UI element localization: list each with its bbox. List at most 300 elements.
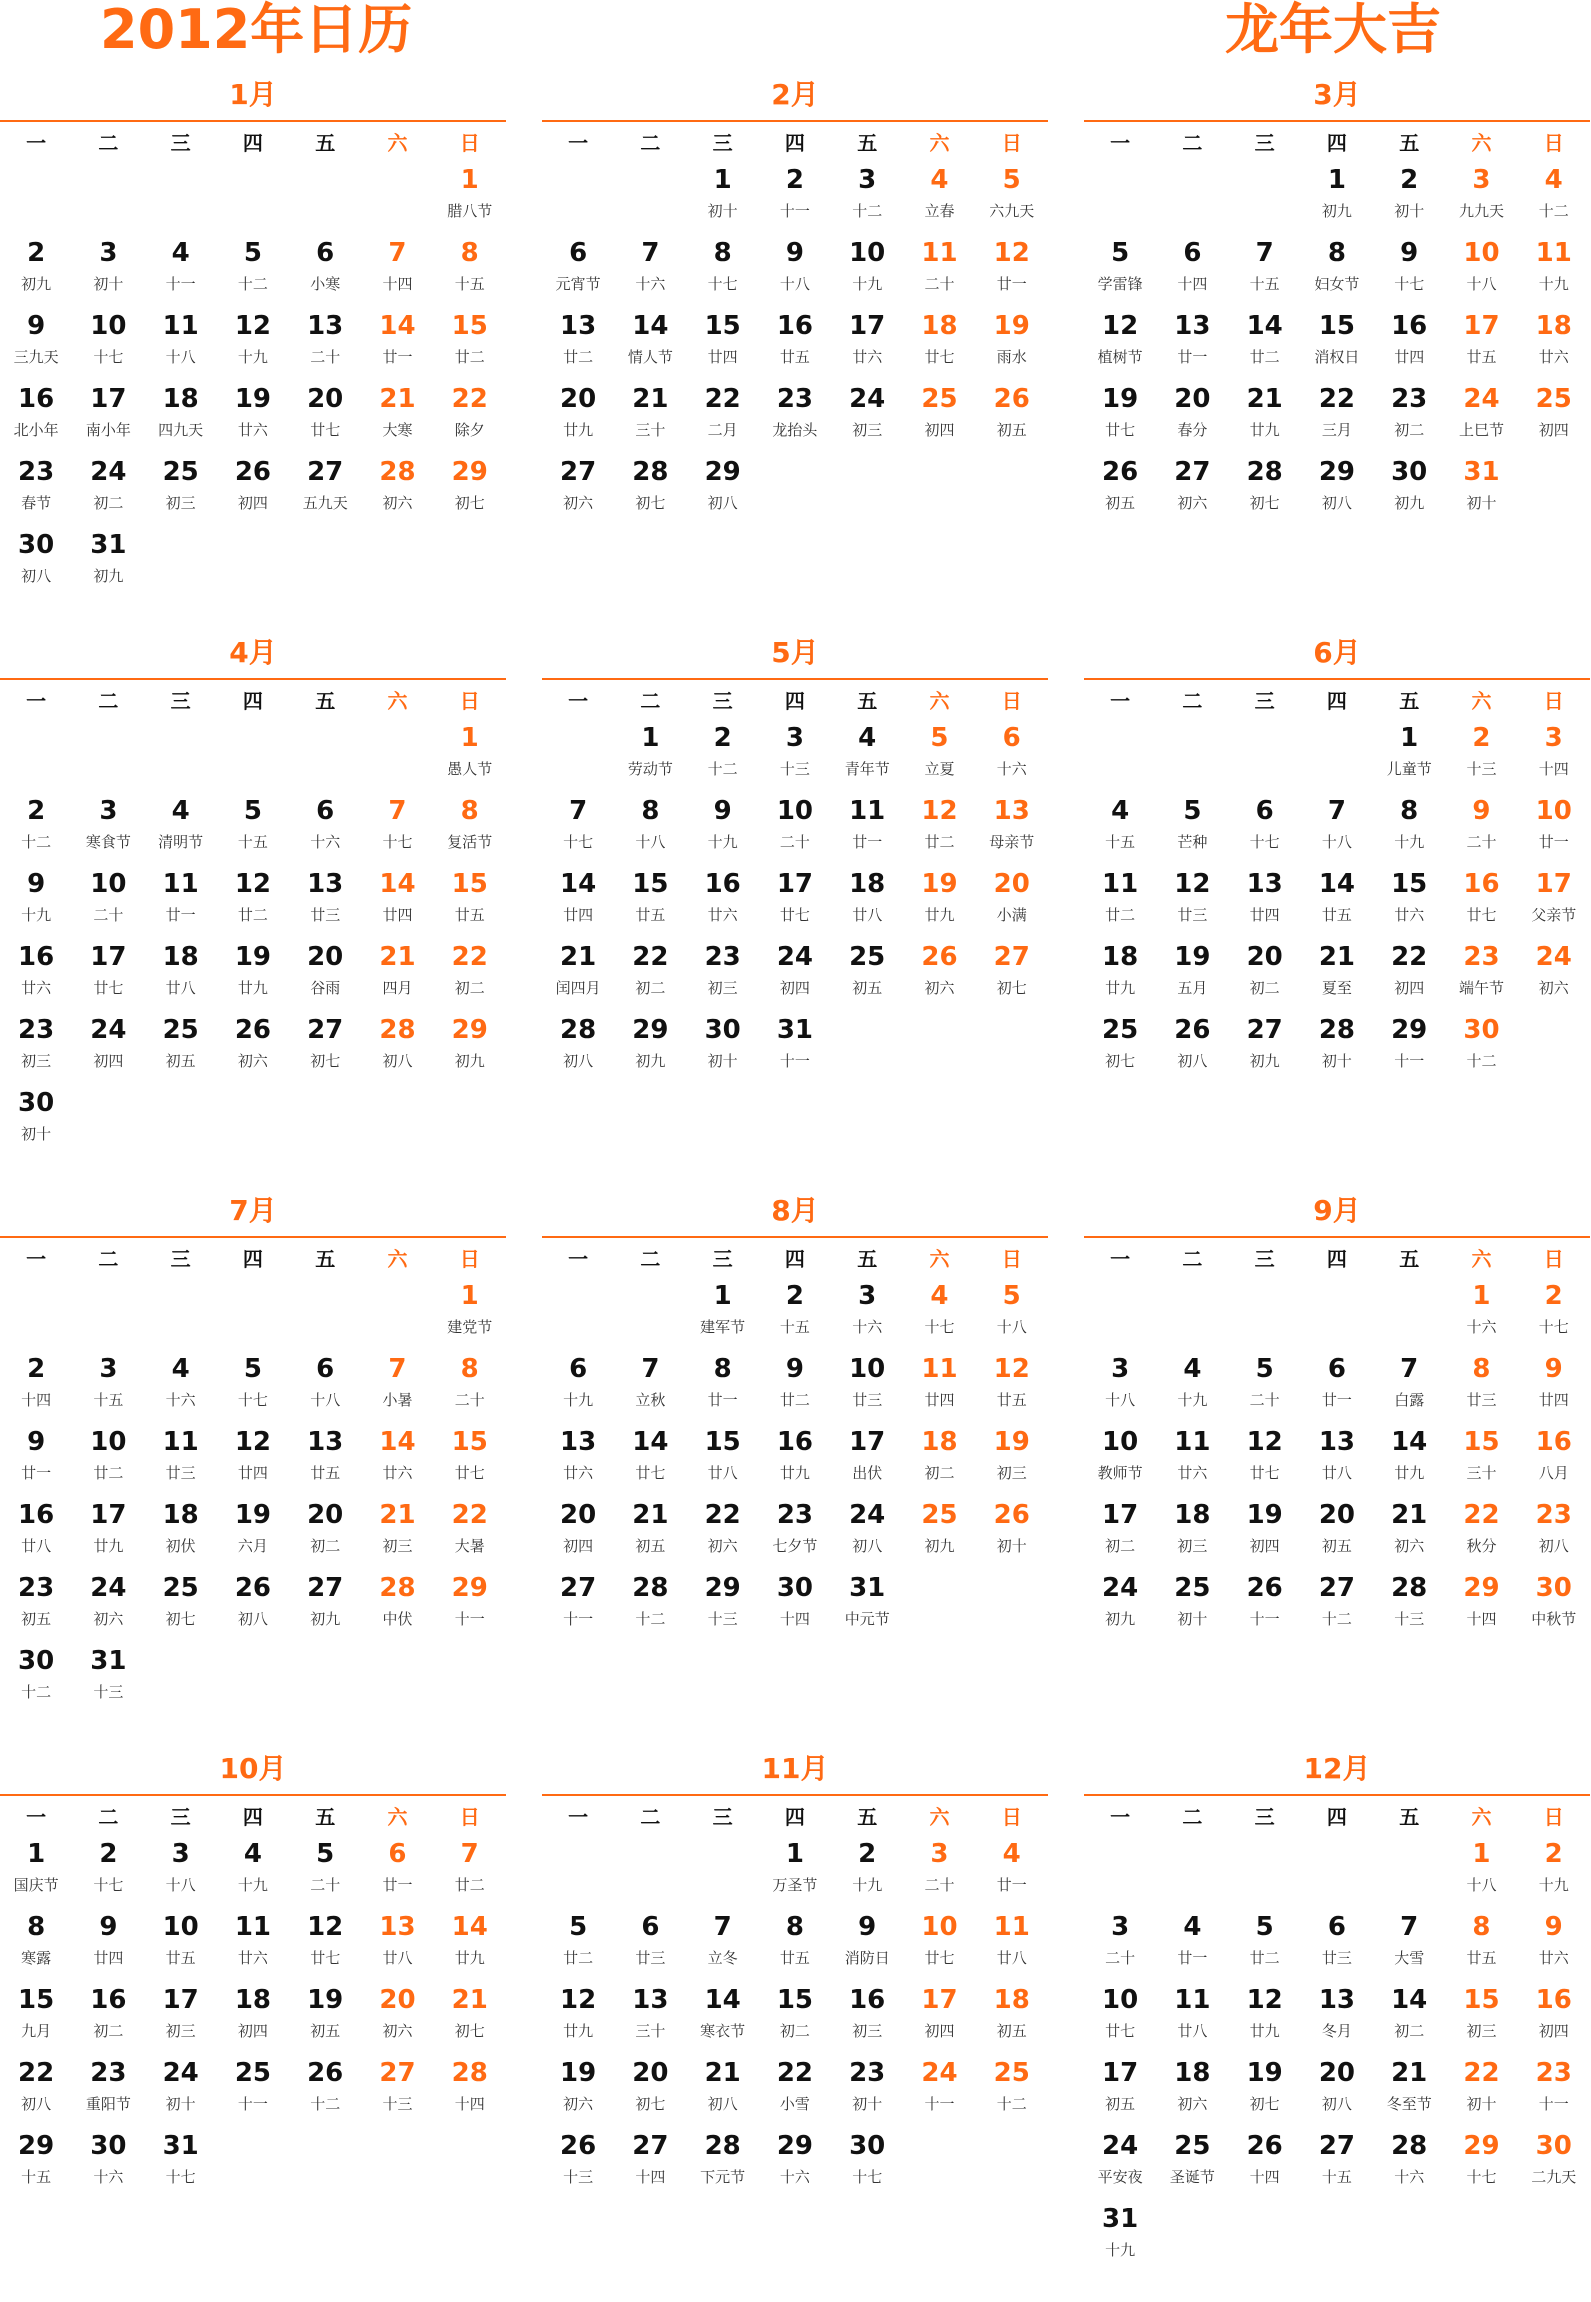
day-cell — [1373, 160, 1445, 233]
lunar-date: 十三 — [563, 2168, 594, 2186]
day-number: 15 — [1463, 1427, 1500, 1457]
day-cell — [145, 2126, 217, 2199]
day-cell — [687, 864, 759, 937]
month-block — [542, 628, 1048, 1186]
day-cell — [1445, 1907, 1517, 1980]
months-grid — [0, 70, 1591, 2302]
lunar-date: 廿七 — [1105, 421, 1136, 439]
lunar-date: 十四 — [382, 275, 413, 293]
day-number: 21 — [379, 384, 416, 414]
lunar-date: 十八 — [310, 1391, 341, 1409]
day-cell — [361, 452, 433, 525]
month-name: 5月 — [542, 628, 1048, 680]
day-number: 18 — [162, 1500, 199, 1530]
day-cell — [976, 1422, 1048, 1495]
day-number: 23 — [1535, 1500, 1572, 1530]
lunar-date: 十六 — [93, 2168, 124, 2186]
day-number: 12 — [921, 796, 958, 826]
day-number: 19 — [1174, 942, 1211, 972]
lunar-date: 二九天 — [1531, 2168, 1577, 2186]
weekday-label: 六 — [1471, 130, 1492, 155]
day-cell — [1445, 1980, 1517, 2053]
day-cell — [903, 864, 975, 937]
lunar-date: 十九 — [1394, 833, 1425, 851]
day-number: 16 — [18, 942, 55, 972]
lunar-date: 十三 — [1466, 760, 1497, 778]
lunar-date: 寒衣节 — [700, 2022, 746, 2040]
weekday-header — [542, 122, 1048, 160]
day-cell — [1518, 2126, 1590, 2199]
lunar-date: 十九 — [1105, 2241, 1136, 2259]
day-number: 14 — [451, 1912, 488, 1942]
day-cell — [1229, 452, 1301, 525]
lunar-date: 初十 — [852, 2095, 883, 2113]
lunar-date: 十四 — [1177, 275, 1208, 293]
day-number: 18 — [1535, 311, 1572, 341]
lunar-date: 廿六 — [1538, 348, 1569, 366]
day-number: 8 — [1327, 238, 1346, 268]
day-cell — [903, 306, 975, 379]
lunar-date: 初五 — [310, 2022, 341, 2040]
lunar-date: 十二 — [852, 202, 883, 220]
day-cell — [1084, 791, 1156, 864]
lunar-date: 初八 — [707, 2095, 738, 2113]
lunar-date: 十五 — [1249, 275, 1280, 293]
day-cell — [217, 1907, 289, 1980]
month-name: 12月 — [1084, 1744, 1590, 1796]
day-cell — [1156, 2053, 1228, 2126]
lunar-date: 十四 — [1466, 1610, 1497, 1628]
day-cell — [542, 1980, 614, 2053]
lunar-date: 初六 — [924, 979, 955, 997]
lunar-date: 北小年 — [13, 421, 59, 439]
weekday-label: 三 — [712, 130, 733, 155]
day-number: 18 — [849, 869, 886, 899]
day-number: 22 — [1463, 1500, 1500, 1530]
day-cell — [0, 306, 72, 379]
lunar-date: 初八 — [237, 1610, 268, 1628]
day-number: 4 — [1544, 165, 1563, 195]
lunar-date: 初十 — [1466, 2095, 1497, 2113]
day-cell — [72, 1980, 144, 2053]
day-cell — [0, 1834, 72, 1907]
weekday-label: 六 — [1471, 688, 1492, 713]
day-cell — [1229, 1422, 1301, 1495]
weekday-label: 一 — [1110, 1804, 1131, 1829]
lunar-date: 十六 — [165, 1391, 196, 1409]
day-number: 7 — [569, 796, 588, 826]
day-number: 8 — [713, 238, 732, 268]
day-number: 17 — [1535, 869, 1572, 899]
day-cell — [1301, 452, 1373, 525]
day-cell — [542, 1907, 614, 1980]
lunar-date: 十一 — [237, 2095, 268, 2113]
day-cell — [361, 1834, 433, 1907]
day-cell — [614, 1422, 686, 1495]
day-cell — [542, 233, 614, 306]
day-cell — [1156, 1495, 1228, 1568]
day-cell — [687, 160, 759, 233]
weekday-label: 六 — [929, 130, 950, 155]
day-number: 24 — [90, 1573, 127, 1603]
day-number: 29 — [451, 457, 488, 487]
day-cell — [831, 864, 903, 937]
day-cell — [1084, 452, 1156, 525]
weekday-label: 二 — [1182, 1804, 1203, 1829]
day-cell — [0, 1083, 72, 1156]
day-number: 12 — [993, 1354, 1030, 1384]
day-number: 6 — [1183, 238, 1202, 268]
day-number: 22 — [704, 384, 741, 414]
day-cell — [289, 937, 361, 1010]
day-cell — [976, 718, 1048, 791]
lunar-date: 十六 — [1466, 1318, 1497, 1336]
lunar-date: 十九 — [1538, 1876, 1569, 1894]
lunar-date: 十二 — [635, 1610, 666, 1628]
day-number: 23 — [704, 942, 741, 972]
day-cell — [831, 2053, 903, 2126]
day-cell — [542, 791, 614, 864]
day-number: 24 — [162, 2058, 199, 2088]
day-cell — [1084, 1907, 1156, 1980]
day-cell — [289, 233, 361, 306]
lunar-date: 廿五 — [996, 1391, 1027, 1409]
day-number: 19 — [1102, 384, 1139, 414]
day-cell — [0, 2126, 72, 2199]
lunar-date: 廿三 — [852, 1391, 883, 1409]
day-cell — [1156, 864, 1228, 937]
day-number: 1 — [713, 1281, 732, 1311]
lunar-date: 廿一 — [382, 1876, 413, 1894]
day-cell — [72, 1568, 144, 1641]
lunar-date: 初二 — [93, 2022, 124, 2040]
lunar-date: 七夕节 — [772, 1537, 818, 1555]
day-cell — [831, 1349, 903, 1422]
month-block — [542, 70, 1048, 628]
lunar-date: 廿五 — [165, 1949, 196, 1967]
day-cell — [687, 452, 759, 525]
lunar-date: 初十 — [707, 202, 738, 220]
day-number: 27 — [307, 457, 344, 487]
lunar-date: 十一 — [779, 202, 810, 220]
lunar-date: 廿七 — [635, 1464, 666, 1482]
lunar-date: 初五 — [21, 1610, 52, 1628]
day-grid — [1084, 718, 1590, 1083]
weekday-label: 六 — [929, 1246, 950, 1271]
lunar-date: 五月 — [1177, 979, 1208, 997]
day-cell — [542, 1568, 614, 1641]
day-cell — [903, 2053, 975, 2126]
weekday-header — [1084, 1238, 1590, 1276]
day-cell — [687, 1276, 759, 1349]
weekday-header — [1084, 680, 1590, 718]
day-cell — [145, 452, 217, 525]
day-cell — [687, 1568, 759, 1641]
day-number: 10 — [776, 796, 814, 826]
day-number: 13 — [560, 311, 597, 341]
day-cell — [361, 937, 433, 1010]
day-cell — [0, 1495, 72, 1568]
day-cell — [759, 1980, 831, 2053]
day-cell — [361, 1980, 433, 2053]
day-cell — [145, 937, 217, 1010]
empty-cell — [217, 160, 289, 233]
day-cell — [434, 1834, 506, 1907]
day-number: 18 — [993, 1985, 1030, 2015]
day-number: 27 — [560, 457, 597, 487]
day-number: 20 — [1318, 1500, 1356, 1530]
lunar-date: 初四 — [924, 421, 955, 439]
lunar-date: 十四 — [454, 2095, 485, 2113]
day-number: 28 — [379, 1015, 416, 1045]
lunar-date: 廿九 — [93, 1537, 124, 1555]
lunar-date: 青年节 — [844, 760, 890, 778]
day-cell — [1156, 1568, 1228, 1641]
lunar-date: 大寒 — [382, 421, 413, 439]
empty-cell — [1301, 1276, 1373, 1349]
day-cell — [1445, 937, 1517, 1010]
weekday-label: 一 — [568, 130, 589, 155]
day-number: 22 — [776, 2058, 814, 2088]
weekday-label: 四 — [1326, 130, 1347, 155]
lunar-date: 初四 — [924, 2022, 955, 2040]
lunar-date: 初二 — [454, 979, 485, 997]
day-cell — [542, 1495, 614, 1568]
weekday-label: 四 — [1326, 1804, 1347, 1829]
lunar-date: 廿九 — [779, 1464, 810, 1482]
day-cell — [903, 160, 975, 233]
day-cell — [1518, 379, 1590, 452]
day-number: 22 — [451, 1500, 488, 1530]
day-cell — [289, 1568, 361, 1641]
day-number: 22 — [18, 2058, 55, 2088]
day-number: 13 — [1318, 1985, 1356, 2015]
lunar-date: 谷雨 — [310, 979, 341, 997]
day-number: 19 — [1246, 1500, 1283, 1530]
day-cell — [217, 379, 289, 452]
day-number: 11 — [921, 238, 958, 268]
lunar-date: 初四 — [1394, 979, 1425, 997]
day-number: 17 — [849, 1427, 886, 1457]
day-cell — [72, 937, 144, 1010]
day-cell — [1084, 937, 1156, 1010]
day-cell — [434, 1980, 506, 2053]
day-number: 25 — [162, 457, 199, 487]
day-number: 4 — [1002, 1839, 1021, 1869]
lunar-date: 廿三 — [1466, 1391, 1497, 1409]
day-number: 23 — [90, 2058, 127, 2088]
lunar-date: 初十 — [1466, 494, 1497, 512]
lunar-date: 十三 — [1394, 1610, 1425, 1628]
lunar-date: 十九 — [707, 833, 738, 851]
lunar-date: 十九 — [852, 275, 883, 293]
day-number: 21 — [1391, 1500, 1428, 1530]
day-number: 2 — [785, 165, 804, 195]
day-number: 11 — [849, 796, 886, 826]
lunar-date: 十七 — [237, 1391, 268, 1409]
lunar-date: 春分 — [1177, 421, 1208, 439]
lunar-date: 廿九 — [1249, 2022, 1280, 2040]
day-cell — [1229, 233, 1301, 306]
lunar-date: 初四 — [93, 1052, 124, 1070]
day-number: 16 — [776, 1427, 814, 1457]
day-cell — [361, 2053, 433, 2126]
empty-cell — [1084, 1834, 1156, 1907]
day-number: 12 — [993, 238, 1030, 268]
day-cell — [614, 937, 686, 1010]
lunar-date: 廿七 — [310, 421, 341, 439]
day-cell — [831, 1276, 903, 1349]
lunar-date: 夏至 — [1321, 979, 1352, 997]
day-cell — [361, 791, 433, 864]
day-number: 20 — [307, 384, 344, 414]
weekday-label: 日 — [459, 130, 480, 155]
weekday-label: 六 — [929, 1804, 950, 1829]
day-number: 3 — [1111, 1912, 1130, 1942]
day-number: 25 — [921, 384, 958, 414]
day-number: 4 — [171, 238, 190, 268]
weekday-label: 二 — [1182, 130, 1203, 155]
day-cell — [145, 1422, 217, 1495]
day-number: 20 — [379, 1985, 416, 2015]
month-block — [1084, 70, 1590, 628]
day-cell — [1301, 937, 1373, 1010]
weekday-label: 一 — [26, 688, 47, 713]
day-cell — [687, 1349, 759, 1422]
month-block — [1084, 628, 1590, 1186]
lunar-date: 初六 — [382, 2022, 413, 2040]
lunar-date: 十一 — [165, 275, 196, 293]
day-number: 11 — [921, 1354, 958, 1384]
weekday-header — [1084, 1796, 1590, 1834]
lunar-date: 初三 — [1466, 2022, 1497, 2040]
lunar-date: 初三 — [1177, 1537, 1208, 1555]
day-cell — [1084, 2126, 1156, 2199]
empty-cell — [1229, 1276, 1301, 1349]
lunar-date: 十八 — [1105, 1391, 1136, 1409]
day-cell — [1445, 1010, 1517, 1083]
day-cell — [1084, 2053, 1156, 2126]
day-number: 17 — [162, 1985, 199, 2015]
day-number: 24 — [90, 457, 127, 487]
lunar-date: 十五 — [237, 833, 268, 851]
weekday-label: 二 — [1182, 688, 1203, 713]
day-cell — [614, 379, 686, 452]
month-block — [1084, 1744, 1590, 2302]
day-cell — [1445, 2053, 1517, 2126]
day-number: 14 — [1391, 1427, 1428, 1457]
day-number: 10 — [849, 238, 886, 268]
day-number: 16 — [1535, 1985, 1572, 2015]
day-number: 26 — [921, 942, 958, 972]
day-cell — [687, 937, 759, 1010]
day-cell — [614, 452, 686, 525]
day-cell — [903, 718, 975, 791]
day-cell — [0, 233, 72, 306]
day-number: 26 — [993, 384, 1030, 414]
day-number: 21 — [560, 942, 597, 972]
weekday-header — [0, 122, 506, 160]
empty-cell — [542, 1834, 614, 1907]
day-number: 2 — [27, 1354, 46, 1384]
empty-cell — [1156, 1276, 1228, 1349]
day-cell — [289, 1422, 361, 1495]
lunar-date: 初二 — [310, 1537, 341, 1555]
day-number: 26 — [234, 1573, 272, 1603]
lunar-date: 十四 — [635, 2168, 666, 2186]
day-cell — [434, 718, 506, 791]
day-number: 29 — [1391, 1015, 1428, 1045]
day-number: 1 — [713, 165, 732, 195]
day-cell — [1229, 1980, 1301, 2053]
day-number: 25 — [1102, 1015, 1139, 1045]
day-number: 27 — [993, 942, 1030, 972]
lunar-date: 初三 — [996, 1464, 1027, 1482]
day-cell — [759, 233, 831, 306]
day-cell — [434, 1495, 506, 1568]
day-cell — [1445, 306, 1517, 379]
day-number: 13 — [379, 1912, 416, 1942]
day-number: 17 — [921, 1985, 958, 2015]
day-number: 25 — [1174, 2131, 1211, 2161]
day-number: 27 — [1174, 457, 1211, 487]
day-number: 14 — [632, 1427, 669, 1457]
lunar-date: 廿四 — [1394, 348, 1425, 366]
lunar-date: 十三 — [707, 1610, 738, 1628]
lunar-date: 十七 — [924, 1318, 955, 1336]
lunar-date: 廿五 — [454, 906, 485, 924]
lunar-date: 廿一 — [165, 906, 196, 924]
day-number: 9 — [713, 796, 732, 826]
weekday-label: 日 — [1543, 688, 1564, 713]
lunar-date: 大雪 — [1394, 1949, 1425, 1967]
lunar-date: 初三 — [21, 1052, 52, 1070]
day-number: 12 — [307, 1912, 344, 1942]
day-cell — [1084, 379, 1156, 452]
lunar-date: 廿一 — [996, 275, 1027, 293]
day-cell — [1156, 2126, 1228, 2199]
day-number: 7 — [388, 238, 407, 268]
weekday-label: 四 — [784, 130, 805, 155]
lunar-date: 初五 — [165, 1052, 196, 1070]
day-number: 7 — [1400, 1354, 1419, 1384]
lunar-date: 廿七 — [1105, 2022, 1136, 2040]
lunar-date: 初三 — [165, 2022, 196, 2040]
lunar-date: 初十 — [93, 275, 124, 293]
day-cell — [976, 160, 1048, 233]
day-number: 31 — [1102, 2204, 1139, 2234]
weekday-label: 三 — [170, 1246, 191, 1271]
day-cell — [361, 306, 433, 379]
lunar-date: 八月 — [1538, 1464, 1569, 1482]
weekday-label: 日 — [1543, 130, 1564, 155]
day-cell — [759, 1010, 831, 1083]
weekday-label: 五 — [315, 130, 336, 155]
day-cell — [976, 1907, 1048, 1980]
month-block — [0, 1744, 506, 2302]
day-cell — [361, 1495, 433, 1568]
day-number: 12 — [1174, 869, 1211, 899]
empty-cell — [1156, 1834, 1228, 1907]
lunar-date: 廿五 — [310, 1464, 341, 1482]
day-number: 16 — [1463, 869, 1500, 899]
lunar-date: 龙抬头 — [772, 421, 818, 439]
day-cell — [217, 1349, 289, 1422]
day-cell — [1373, 1010, 1445, 1083]
day-number: 26 — [307, 2058, 344, 2088]
day-cell — [72, 791, 144, 864]
lunar-date: 十八 — [1321, 833, 1352, 851]
